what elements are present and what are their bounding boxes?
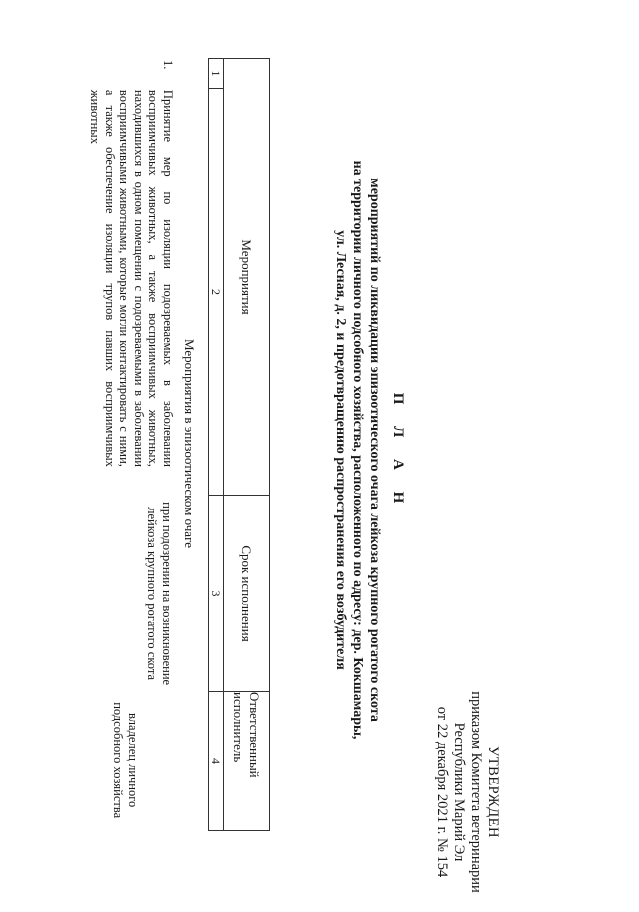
plan-title: П Л А Н <box>390 392 406 513</box>
column-number: 1 <box>209 59 223 89</box>
header-measures: Мероприятия <box>224 59 269 496</box>
subtitle-line: ул. Лесная, д. 2, и предотвращению распространения его возбудителя <box>333 230 348 670</box>
section-title: Мероприятия в эпизоотическом очаге <box>182 338 197 548</box>
row-measure: Принятие мер по изоляции подозреваемых в заболевании восприимчивых животных, а также восприимчивых животных, находившихся в одном помещении с подозреваемыми в заболевании восприимчивыми животными, которые могли контактировать с ними, а также обеспечение изоляции трупов павших восприимчивых животных <box>88 89 175 467</box>
approval-line: приказом Комитета ветеринарии <box>468 691 484 893</box>
approval-title: УТВЕРЖДЕН <box>485 746 501 838</box>
table-body <box>88 58 207 829</box>
column-number: 3 <box>209 496 223 692</box>
column-number: 4 <box>209 758 223 764</box>
approval-line: от 22 декабря 2021 г. № 154 <box>434 706 450 878</box>
row-responsible: владелец личного подсобного хозяйства <box>111 702 140 819</box>
table-column-numbers-row <box>208 59 223 830</box>
column-number: 2 <box>209 89 223 496</box>
measures-table <box>208 58 270 831</box>
header-term: Срок исполнения <box>224 496 269 692</box>
subtitle-line: на территории личного подсобного хозяйства, расположенного по адресу: дер. Кокшамары, <box>350 160 365 740</box>
approval-line: Республики Марий Эл <box>451 722 467 862</box>
row-number: 1. <box>161 60 175 70</box>
subtitle-line: мероприятий по ликвидации эпизоотического очага лейкоза крупного рогатого скота <box>367 178 382 722</box>
row-term: при подозрении на возникновение лейкоза крупного рогатого скота <box>145 502 174 686</box>
table-row <box>88 58 175 829</box>
plan-subtitle <box>332 150 383 750</box>
header-responsible: Ответственный исполнитель <box>231 692 263 778</box>
table-header-row <box>223 59 270 830</box>
approval-block <box>433 672 501 912</box>
